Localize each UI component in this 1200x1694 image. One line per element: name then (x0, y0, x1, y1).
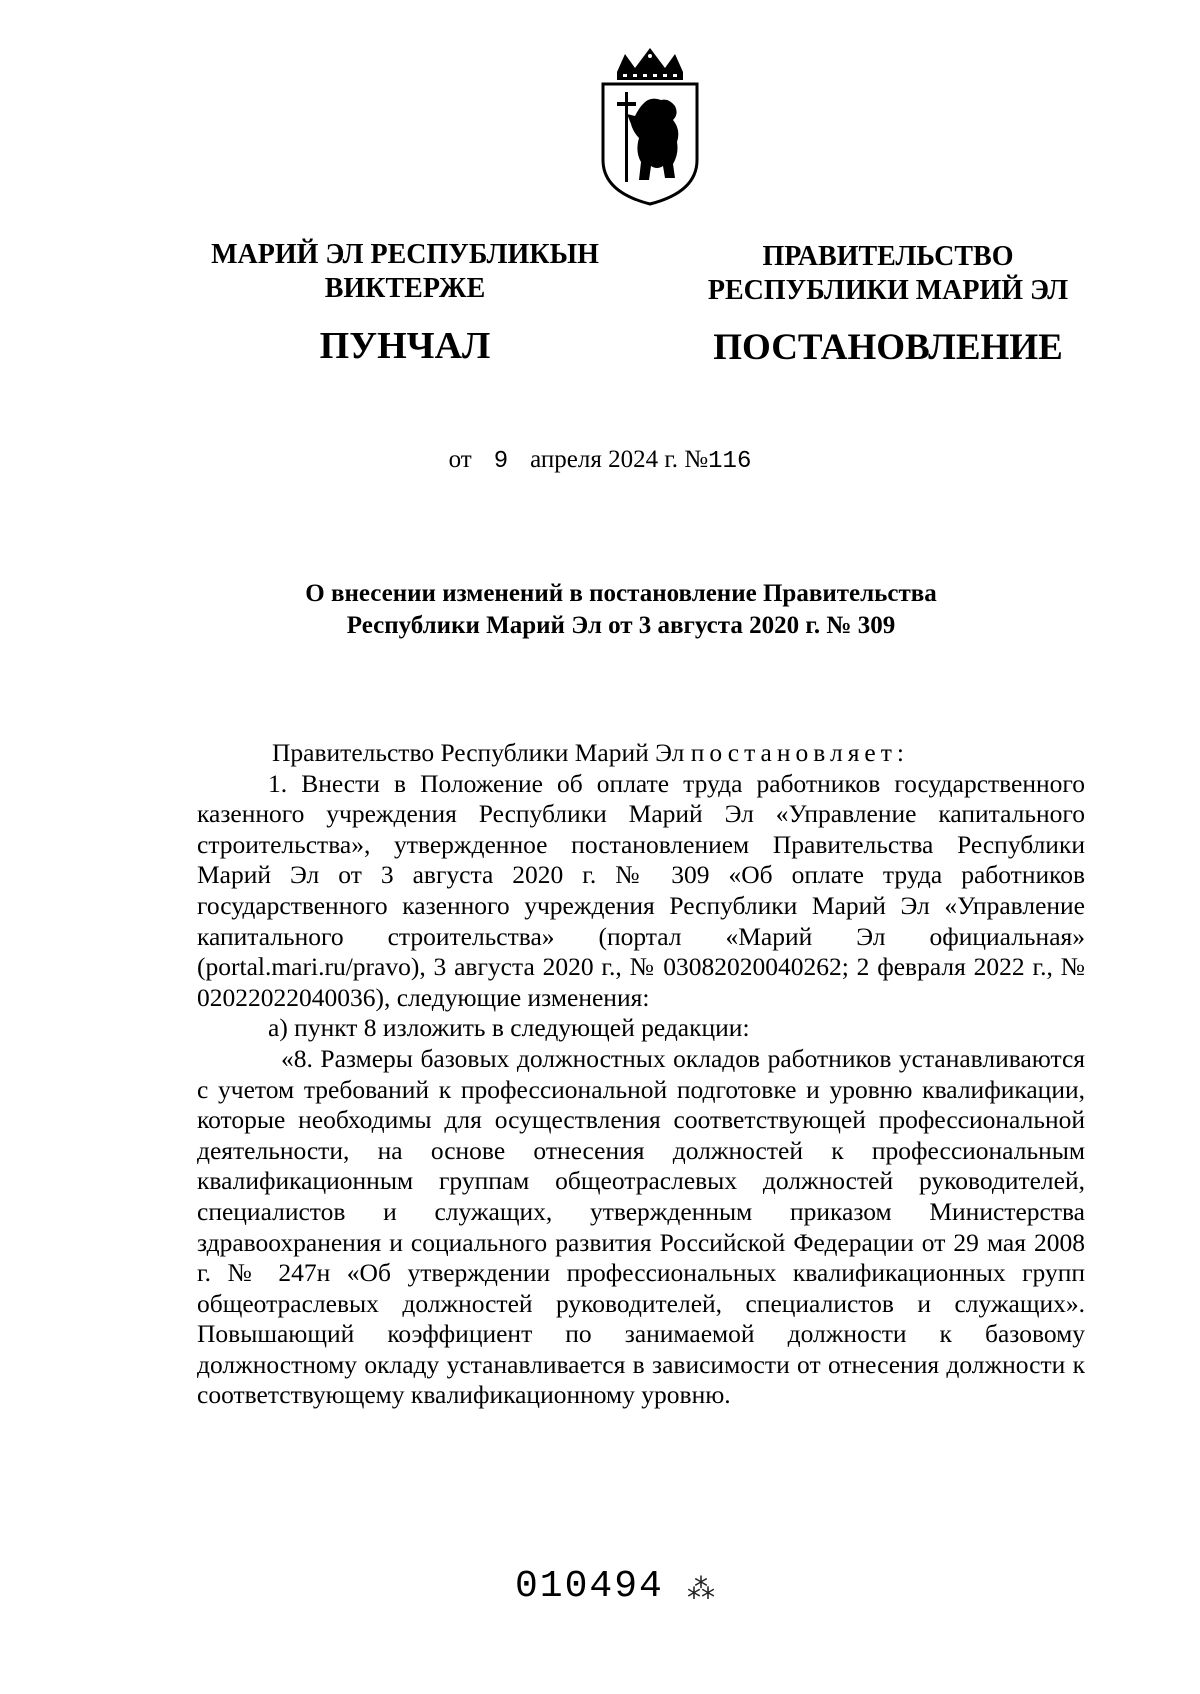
body-intro-prefix: Правительство Республики Марий Эл (272, 738, 691, 767)
document-title-line1: О внесении изменений в постановление Правительства (305, 580, 937, 607)
document-title-line2: Республики Марий Эл от 3 августа 2020 г. № 309 (346, 612, 896, 639)
header-mari-doc-type: ПУНЧАЛ (319, 325, 491, 367)
body-intro-spaced: постановляет (690, 738, 897, 767)
body-paragraph-1: 1. Внести в Положение об оплате труда работников государственного казенного учреждения Республики Марий Эл «Управление капитального строительства», утвержденное постановлением Правительства Республики Марий Эл от 3 августа 2020 г. № 309 «Об оплате труда работников государственного казенного учреждения Республики Марий Эл «Управление капитального строительства» (портал «Марий Эл официальная» (portal.mari.ru/pravo), 3 августа 2020 г., № 03082020040262; 2 февраля 2022 г., № 02022022040036), следующие изменения: (197, 768, 1085, 1012)
date-day: 9 (493, 448, 509, 475)
header-mari-line1: МАРИЙ ЭЛ РЕСПУБЛИКЫН (211, 239, 599, 270)
body-paragraph-2: а) пункт 8 изложить в следующей редакции: (268, 1013, 750, 1043)
body-intro-suffix: : (896, 738, 904, 767)
date-prefix: от (448, 446, 472, 473)
header-russian-line1: ПРАВИТЕЛЬСТВО (762, 241, 1014, 272)
body-intro (197, 738, 1085, 769)
header-russian-block (668, 240, 1108, 370)
document-body (197, 738, 1085, 1411)
body-paragraph-3: «8. Размеры базовых должностных окладов работников устанавливаются с учетом требований к профессиональной подготовке и уровню квалификации, которые необходимы для осуществления соответствующей профессиональной деятельности, на основе отнесения должностей к профессиональным квалификационным группам общеотраслевых должностей руководителей, специалистов и служащих, утвержденным приказом Министерства здравоохранения и социального развития Российской Федерации от 29 мая 2008 г. № 247н «Об утверждении профессиональных квалификационных групп общеотраслевых должностей руководителей, специалистов и служащих». Повышающий коэффициент по занимаемой должности к базовому должностному окладу устанавливается в зависимости от отнесения должности к соответствующему квалификационному уровню. (197, 1043, 1085, 1410)
document-date-line (0, 446, 1200, 475)
footer-serial-number: 010494 (515, 1565, 664, 1608)
number-sign: № (684, 446, 709, 473)
header-mari-block (170, 238, 640, 368)
coat-of-arms-icon (595, 42, 705, 212)
header-russian-doc-type: ПОСТАНОВЛЕНИЕ (713, 327, 1063, 368)
footer-asterism-icon: ⁂ (687, 1572, 715, 1605)
document-number: 116 (708, 448, 752, 475)
document-title (200, 578, 1042, 642)
header-mari-line2: ВИКТЕРЖЕ (324, 273, 486, 304)
date-month-year: апреля 2024 г. (530, 446, 679, 473)
header-russian-line2: РЕСПУБЛИКИ МАРИЙ ЭЛ (707, 275, 1069, 306)
